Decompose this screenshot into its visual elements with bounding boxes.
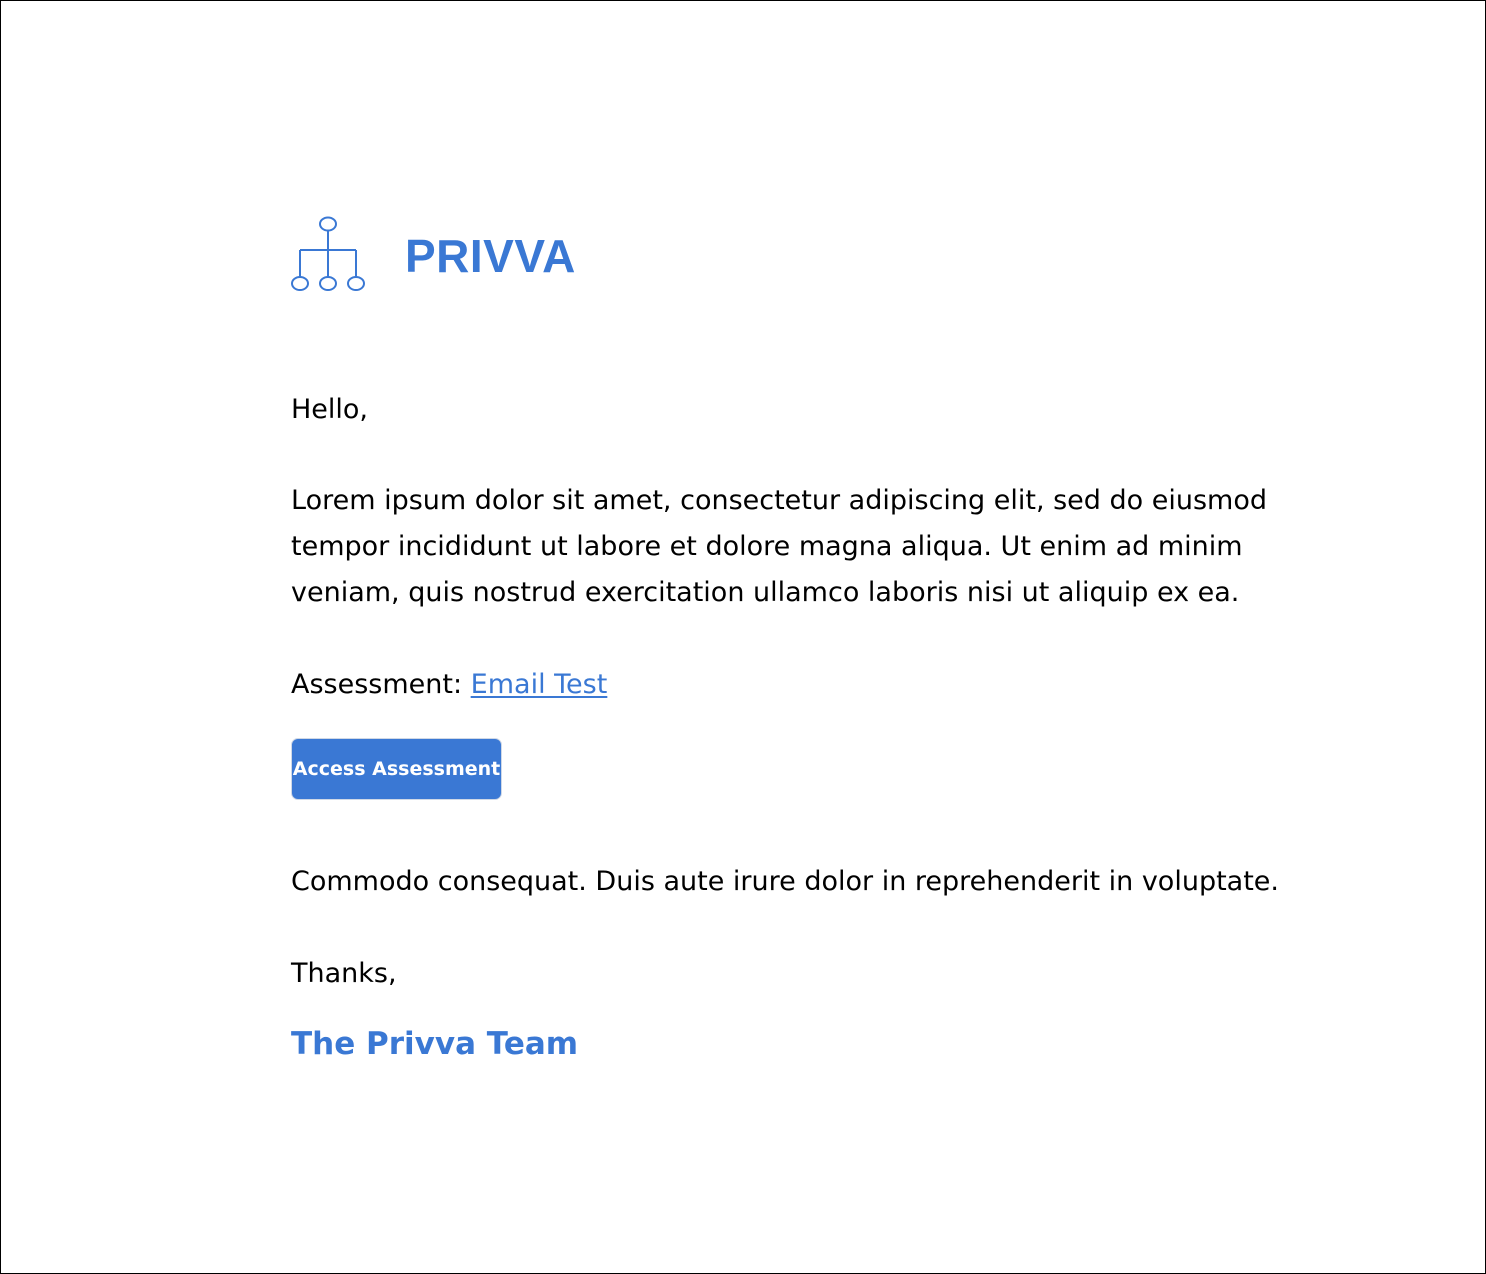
- brand-logo: [291, 215, 576, 295]
- signature: The Privva Team: [291, 1026, 579, 1062]
- assessment-label: Assessment:: [291, 669, 463, 700]
- thanks-text: Thanks,: [291, 958, 397, 989]
- body-line: tempor incididunt ut labore et dolore magna aliqua. Ut enim ad minim: [291, 531, 1243, 562]
- hierarchy-icon: [291, 215, 367, 295]
- assessment-line: [291, 662, 607, 708]
- brand-name: PRIVVA: [405, 230, 576, 282]
- assessment-link[interactable]: Email Test: [470, 669, 608, 700]
- body-paragraph: [291, 478, 1268, 616]
- greeting-text: Hello,: [291, 394, 369, 425]
- body-line: Lorem ipsum dolor sit amet, consectetur adipiscing elit, sed do eiusmod: [291, 485, 1268, 516]
- closing-paragraph: Commodo consequat. Duis aute irure dolor in reprehenderit in voluptate.: [291, 866, 1279, 897]
- body-line: veniam, quis nostrud exercitation ullamco laboris nisi ut aliquip ex ea.: [291, 577, 1240, 608]
- access-assessment-button[interactable]: Access Assessment: [291, 738, 502, 800]
